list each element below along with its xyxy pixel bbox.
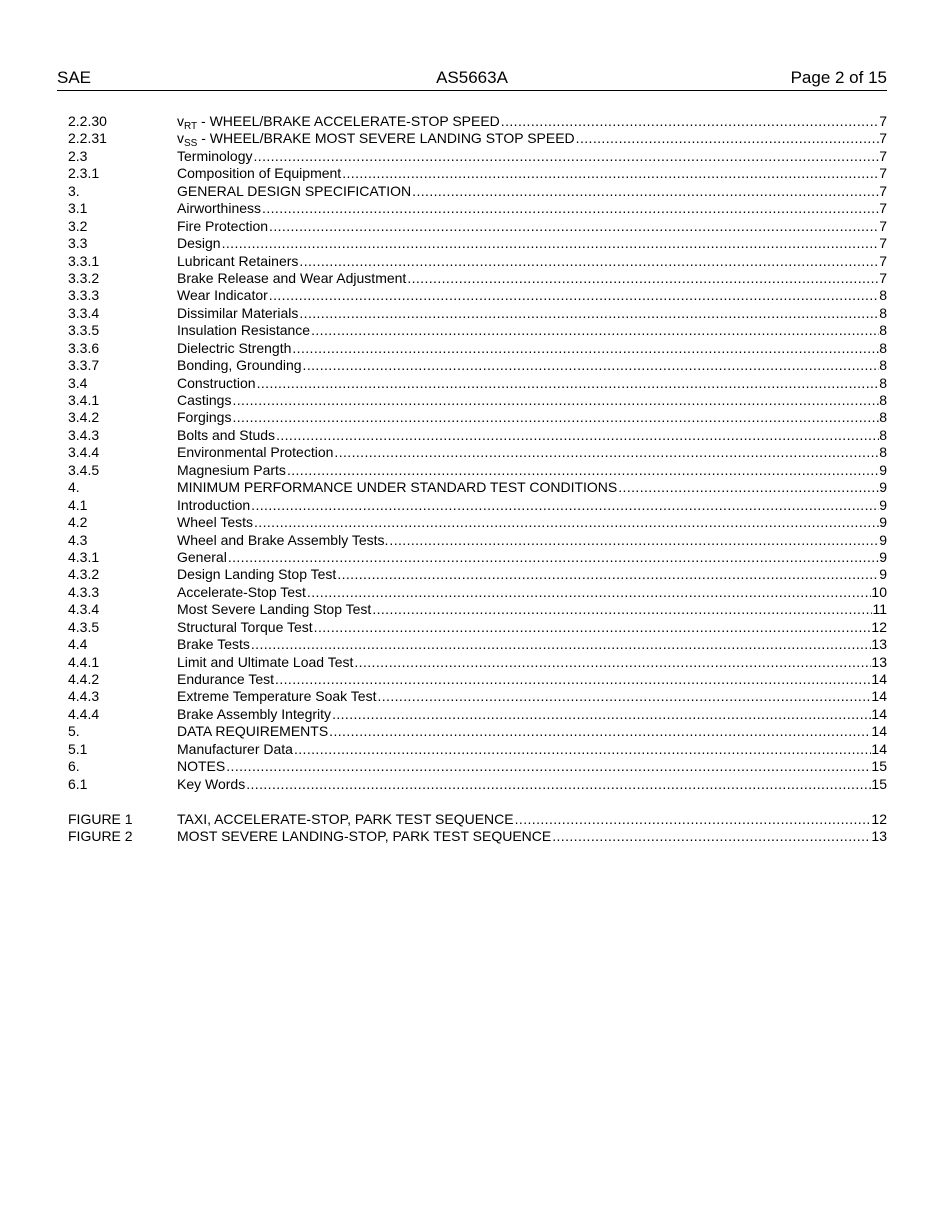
toc-dot-leader [253, 148, 879, 165]
toc-dot-leader [257, 375, 880, 392]
toc-page-number: 9 [879, 479, 887, 496]
toc-row [68, 741, 887, 758]
toc-section-number: 5.1 [68, 740, 88, 757]
toc-page-number: 8 [879, 322, 887, 339]
toc-dot-leader [262, 200, 879, 217]
toc-row [68, 305, 887, 322]
toc-entry [177, 287, 887, 304]
toc-title-text: Most Severe Landing Stop Test [177, 601, 372, 618]
toc-dot-leader [377, 688, 871, 705]
toc-row [68, 165, 887, 182]
toc-title-text: Endurance Test [177, 671, 275, 687]
toc-title-text: DATA REQUIREMENTS [177, 723, 329, 740]
toc-row [68, 148, 887, 165]
toc-entry [177, 444, 887, 461]
toc-dot-leader [254, 514, 879, 531]
toc-entry [177, 741, 887, 758]
toc-section-number: 6. [68, 758, 80, 775]
toc-entry [177, 165, 887, 182]
toc-entry [177, 375, 887, 392]
toc-dot-leader [515, 811, 872, 828]
toc-title [177, 706, 331, 723]
toc-title [177, 497, 250, 514]
toc-spacer [68, 793, 887, 811]
toc-entry [177, 601, 887, 618]
toc-entry [177, 305, 887, 322]
toc-page-number: 13 [871, 636, 887, 653]
toc-row [68, 462, 887, 479]
header-page-number: Page 2 of 15 [790, 68, 887, 87]
toc-section-number: 3. [68, 182, 80, 199]
toc-section-number: 3.4 [68, 374, 88, 391]
toc-dot-leader [618, 479, 879, 496]
toc-title [177, 671, 274, 688]
toc-entry [177, 706, 887, 723]
toc-section-number: 2.2.31 [68, 130, 107, 147]
toc-page-number: 7 [879, 113, 887, 129]
toc-entry [177, 514, 887, 531]
toc-page-number: 13 [871, 828, 887, 844]
toc-title-text: Construction [177, 374, 256, 391]
toc-row [68, 200, 887, 217]
toc-dot-leader [314, 619, 872, 636]
toc-title [177, 183, 411, 200]
toc-section-number: 4.4.2 [68, 671, 100, 687]
toc-row [68, 497, 887, 514]
toc-page-number: 15 [871, 758, 887, 775]
toc-section-number: 4.1 [68, 496, 88, 513]
toc-dot-leader [342, 165, 879, 182]
toc-section-number: 3.2 [68, 217, 88, 234]
toc-title-text: Environmental Protection [177, 444, 334, 461]
toc-section-number: 2.3.1 [68, 165, 100, 182]
toc-row [68, 270, 887, 287]
toc-title-text: Fire Protection [177, 217, 269, 234]
toc-title [177, 462, 286, 479]
toc-page-number: 9 [879, 496, 887, 513]
toc-title-text: Bolts and Studs [177, 426, 276, 443]
toc-title [177, 340, 291, 357]
toc-title [177, 723, 328, 740]
toc-row [68, 427, 887, 444]
toc-page-number: 9 [879, 531, 887, 548]
page-header [57, 68, 887, 91]
toc-title-text: Accelerate-Stop Test [177, 583, 306, 600]
toc-title [177, 322, 310, 339]
toc-row [68, 566, 887, 583]
toc-row [68, 340, 887, 357]
toc-section-number: 4.3.5 [68, 618, 100, 635]
toc-title [177, 532, 388, 549]
toc-dot-leader [276, 427, 879, 444]
toc-entry [177, 811, 887, 828]
toc-title [177, 427, 275, 444]
toc-dot-leader [389, 532, 879, 549]
toc-title [177, 444, 333, 461]
toc-dot-leader [354, 654, 871, 671]
toc-title-text: Wear Indicator [177, 287, 268, 304]
toc-row [68, 235, 887, 252]
toc-section-number: 4.3.4 [68, 601, 100, 618]
toc-title [177, 811, 514, 828]
toc-title [177, 619, 313, 636]
toc-title [177, 758, 225, 775]
toc-title-text: Brake Release and Wear Adjustment [177, 269, 407, 286]
toc-page-number: 8 [879, 409, 887, 426]
figure-list-row [68, 811, 887, 828]
toc-title-text: Lubricant Retainers [177, 252, 299, 269]
toc-row [68, 706, 887, 723]
toc-title-text: Design Landing Stop Test [177, 566, 337, 583]
toc-title [177, 584, 306, 601]
toc-section-number: 4.4.3 [68, 688, 100, 705]
toc-section-number: 3.3.7 [68, 357, 100, 374]
toc-section-number: 3.4.2 [68, 409, 100, 426]
toc-section-number: FIGURE 2 [68, 828, 133, 844]
toc-entry [177, 636, 887, 653]
toc-title [177, 270, 406, 287]
toc-title-text: Castings [177, 392, 232, 408]
toc-row [68, 375, 887, 392]
toc-page-number: 8 [879, 304, 887, 321]
toc-entry [177, 427, 887, 444]
toc-title-text: Composition of Equipment [177, 165, 342, 182]
toc-section-number: 3.4.4 [68, 444, 100, 461]
toc-row [68, 479, 887, 496]
toc-title-text: - WHEEL/BRAKE MOST SEVERE LANDING STOP SPEED [197, 130, 575, 147]
toc-section-number: 3.3.6 [68, 339, 100, 356]
toc-row [68, 392, 887, 409]
toc-title [177, 549, 227, 566]
toc-title [177, 776, 245, 793]
toc-title-text: Airworthiness [177, 200, 262, 217]
toc-row [68, 287, 887, 304]
toc-dot-leader [337, 566, 879, 583]
toc-page-number: 8 [879, 357, 887, 374]
toc-entry [177, 497, 887, 514]
toc-section-number: 4.4.4 [68, 705, 100, 722]
toc-section-number: 3.4.1 [68, 392, 100, 408]
toc-title-text: MINIMUM PERFORMANCE UNDER STANDARD TEST CONDITIONS [177, 479, 618, 496]
toc-title-text: Dissimilar Materials [177, 304, 299, 321]
toc-title-text: Brake Tests [177, 636, 250, 653]
toc-dot-leader [287, 462, 879, 479]
toc-title-text: Terminology [177, 147, 253, 164]
toc-entry [177, 776, 887, 793]
toc-section-number: 4.4 [68, 636, 88, 653]
toc-section-number: 6.1 [68, 775, 88, 792]
toc-dot-leader [412, 183, 879, 200]
toc-entry [177, 619, 887, 636]
toc-section-number: 3.4.3 [68, 426, 100, 443]
toc-title-text: GENERAL DESIGN SPECIFICATION [177, 182, 412, 199]
toc-row [68, 688, 887, 705]
toc-dot-leader [222, 235, 880, 252]
toc-page-number: 14 [871, 671, 887, 687]
toc-title-text: MOST SEVERE LANDING-STOP, PARK TEST SEQUENCE [177, 828, 552, 844]
toc-title [177, 375, 256, 392]
toc-dot-leader [307, 584, 872, 601]
toc-dot-leader [299, 305, 879, 322]
toc-dot-leader [226, 758, 871, 775]
toc-entry [177, 218, 887, 235]
toc-entry [177, 357, 887, 374]
toc-page-number: 7 [879, 147, 887, 164]
toc-page-number: 8 [879, 287, 887, 304]
toc-title [177, 828, 551, 845]
toc-entry [177, 200, 887, 217]
toc-page-number: 7 [879, 165, 887, 182]
toc-title-text: Design [177, 235, 221, 252]
toc-entry [177, 671, 887, 688]
toc-title-text: Introduction [177, 496, 251, 513]
toc-entry [177, 253, 887, 270]
toc-dot-leader [292, 340, 879, 357]
toc-title-subscript: SS [184, 138, 198, 150]
toc-entry [177, 340, 887, 357]
toc-dot-leader [269, 287, 879, 304]
toc-row [68, 444, 887, 461]
toc-title-text: Extreme Temperature Soak Test [177, 688, 377, 705]
toc-title-text: Magnesium Parts [177, 461, 286, 478]
toc-section-number: 4.4.1 [68, 653, 100, 670]
toc-row [68, 671, 887, 688]
toc-page-number: 12 [871, 810, 887, 827]
table-of-contents [68, 113, 887, 845]
toc-title-text: TAXI, ACCELERATE-STOP, PARK TEST SEQUENCE [177, 810, 514, 827]
toc-entry [177, 183, 887, 200]
toc-title [177, 566, 336, 583]
toc-section-number: 3.4.5 [68, 461, 100, 478]
toc-dot-leader [232, 409, 879, 426]
toc-row [68, 357, 887, 374]
toc-section-number: 4.3.3 [68, 583, 100, 600]
toc-dot-leader [299, 253, 879, 270]
toc-dot-leader [251, 636, 872, 653]
toc-entry [177, 270, 887, 287]
toc-section-number: 3.3.1 [68, 252, 100, 269]
toc-page-number: 9 [879, 461, 887, 478]
toc-title [177, 357, 302, 374]
toc-section-number: FIGURE 1 [68, 810, 133, 827]
toc-page-number: 7 [879, 235, 887, 252]
toc-title-text: - WHEEL/BRAKE ACCELERATE-STOP SPEED [197, 113, 500, 129]
toc-dot-leader [311, 322, 879, 339]
toc-row [68, 723, 887, 740]
toc-section-number: 4.2 [68, 514, 88, 531]
toc-entry [177, 688, 887, 705]
toc-title-text: Key Words [177, 775, 246, 792]
toc-entry [177, 654, 887, 671]
toc-entry [177, 392, 887, 409]
toc-dot-leader [303, 357, 880, 374]
toc-row [68, 601, 887, 618]
toc-page-number: 7 [879, 182, 887, 199]
toc-row [68, 584, 887, 601]
toc-section-number: 2.2.30 [68, 113, 107, 129]
toc-row [68, 636, 887, 653]
toc-row [68, 776, 887, 793]
toc-title-text: Bonding, Grounding [177, 357, 302, 374]
toc-dot-leader [372, 601, 872, 618]
toc-page-number: 7 [879, 217, 887, 234]
toc-page-number: 12 [871, 618, 887, 635]
toc-page-number: 11 [872, 601, 887, 618]
toc-page-number: 7 [879, 130, 887, 147]
toc-title [177, 165, 341, 182]
toc-title [177, 601, 371, 618]
toc-title-text: Dielectric Strength [177, 339, 292, 356]
toc-entry [177, 409, 887, 426]
toc-section-number: 3.3.5 [68, 322, 100, 339]
toc-title [177, 148, 252, 165]
toc-page-number: 9 [879, 566, 887, 583]
toc-row [68, 409, 887, 426]
toc-page-number: 9 [879, 548, 887, 565]
toc-title-text: Limit and Ultimate Load Test [177, 653, 354, 670]
toc-title [177, 654, 353, 671]
toc-dot-leader [552, 828, 871, 845]
toc-title-text: Manufacturer Data [177, 740, 293, 757]
toc-title [177, 514, 253, 531]
toc-entry [177, 479, 887, 496]
toc-section-number: 2.3 [68, 147, 88, 164]
toc-row [68, 532, 887, 549]
toc-row [68, 253, 887, 270]
toc-section-number: 3.3.4 [68, 304, 100, 321]
toc-section-number: 4.3 [68, 531, 88, 548]
toc-section-number: 3.1 [68, 200, 88, 217]
toc-page-number: 14 [871, 705, 887, 722]
toc-dot-leader [232, 392, 879, 409]
toc-page-number: 14 [871, 723, 887, 740]
header-document-number: AS5663A [436, 68, 508, 87]
toc-title-subscript: RT [184, 121, 198, 132]
toc-dot-leader [332, 706, 871, 723]
toc-title [177, 688, 376, 705]
toc-title [177, 741, 293, 758]
toc-page-number: 14 [871, 740, 887, 757]
toc-title-text: Wheel and Brake Assembly Tests. [177, 531, 389, 548]
toc-row [68, 183, 887, 200]
toc-dot-leader [334, 444, 879, 461]
toc-page-number: 8 [879, 392, 887, 408]
toc-page-number: 15 [871, 775, 887, 792]
toc-title [177, 392, 231, 409]
toc-title-text: Wheel Tests [177, 514, 253, 531]
toc-section-number: 3.3.2 [68, 269, 100, 286]
toc-section-number: 3.3 [68, 235, 88, 252]
toc-title-text: Forgings [177, 409, 232, 426]
toc-entry [177, 723, 887, 740]
figure-list-row [68, 828, 887, 845]
toc-page-number: 9 [879, 514, 887, 531]
toc-dot-leader [275, 671, 871, 688]
toc-entry [177, 584, 887, 601]
toc-title-symbol: v [177, 130, 184, 147]
toc-dot-leader [246, 776, 871, 793]
toc-row [68, 654, 887, 671]
toc-title-text: Insulation Resistance [177, 322, 311, 339]
toc-entry [177, 148, 887, 165]
toc-entry [177, 322, 887, 339]
toc-title-text: Brake Assembly Integrity [177, 705, 332, 722]
toc-title [177, 200, 261, 217]
toc-page-number: 14 [871, 688, 887, 705]
toc-entry [177, 566, 887, 583]
toc-page-number: 8 [879, 339, 887, 356]
toc-page-number: 8 [879, 444, 887, 461]
toc-entry [177, 532, 887, 549]
toc-page-number: 8 [879, 426, 887, 443]
toc-entry [177, 462, 887, 479]
toc-title [177, 479, 617, 496]
toc-section-number: 4.3.2 [68, 566, 100, 583]
toc-row [68, 758, 887, 775]
toc-row [68, 113, 887, 130]
toc-title [177, 235, 221, 252]
toc-title [177, 409, 231, 426]
toc-title [177, 218, 268, 235]
toc-title-symbol: v [177, 113, 184, 129]
toc-dot-leader [251, 497, 879, 514]
toc-section-number: 3.3.3 [68, 287, 100, 304]
toc-row [68, 130, 887, 150]
toc-entry [177, 828, 887, 845]
toc-page-number: 13 [871, 653, 887, 670]
header-org: SAE [57, 68, 92, 87]
toc-section-number: 4.3.1 [68, 548, 100, 565]
toc-page-number: 10 [871, 583, 887, 600]
toc-row [68, 619, 887, 636]
toc-entry [177, 758, 887, 775]
toc-page-number: 7 [879, 252, 887, 269]
toc-entry [177, 549, 887, 566]
toc-row [68, 514, 887, 531]
toc-dot-leader [294, 741, 871, 758]
toc-section-number: 5. [68, 723, 80, 740]
toc-title-text: NOTES [177, 758, 226, 775]
toc-title-text: General [177, 548, 227, 565]
toc-title [177, 305, 298, 322]
toc-title [177, 253, 298, 270]
toc-dot-leader [407, 270, 879, 287]
toc-dot-leader [269, 218, 879, 235]
toc-title [177, 636, 250, 653]
toc-title [177, 287, 268, 304]
toc-row [68, 218, 887, 235]
toc-page-number: 8 [879, 374, 887, 391]
toc-section-number: 4. [68, 479, 80, 496]
toc-title-text: Structural Torque Test [177, 618, 313, 635]
toc-dot-leader [576, 130, 880, 147]
toc-dot-leader [329, 723, 871, 740]
toc-row [68, 322, 887, 339]
toc-dot-leader [501, 113, 879, 130]
toc-dot-leader [228, 549, 879, 566]
toc-row [68, 549, 887, 566]
toc-entry [177, 235, 887, 252]
toc-page-number: 7 [879, 200, 887, 217]
toc-page-number: 7 [879, 269, 887, 286]
